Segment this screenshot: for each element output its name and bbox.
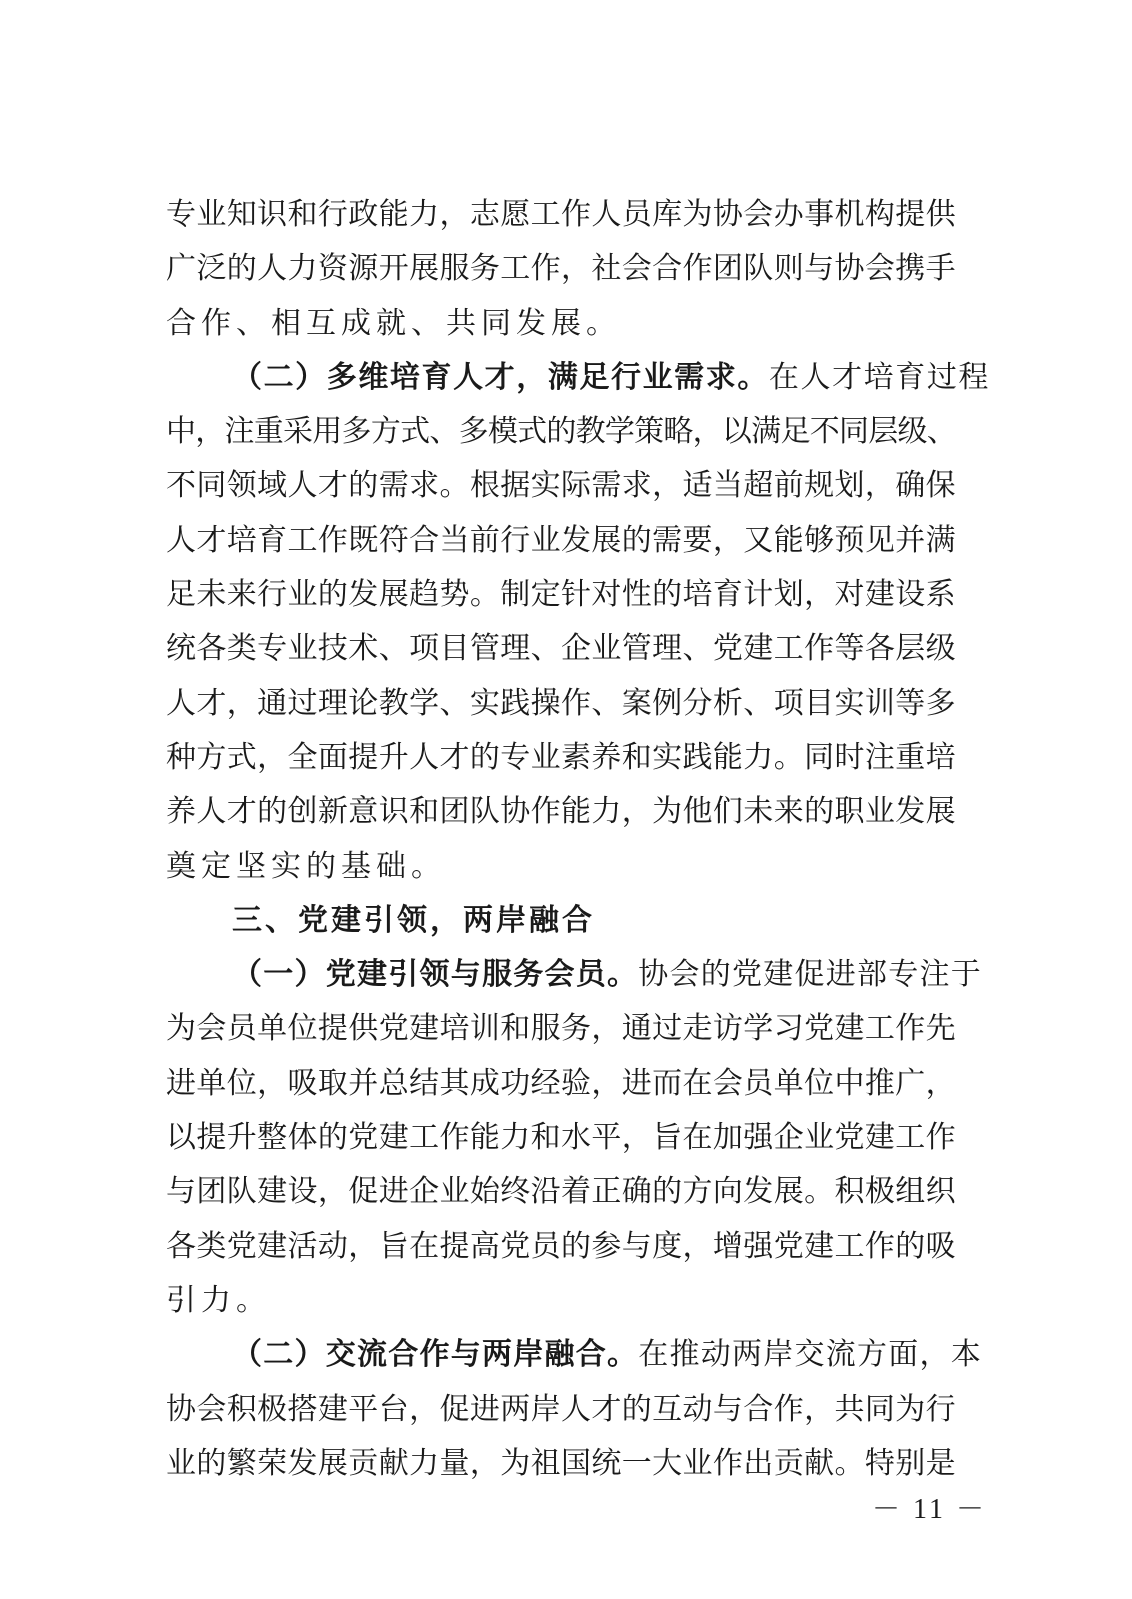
text-line: 为会员单位提供党建培训和服务，通过走访学习党建工作先: [166, 1011, 956, 1047]
text-line: 专业知识和行政能力，志愿工作人员库为协会办事机构提供: [166, 197, 956, 232]
page-number: － 11 －: [872, 1494, 987, 1525]
text-run: 在推动两岸交流方面，本: [638, 1337, 982, 1373]
paragraph-start: [166, 351, 991, 405]
text-run: 在人才培育过程: [768, 359, 991, 395]
text-line: 合作、相互成就、共同发展。: [166, 305, 621, 341]
section-heading: [166, 894, 956, 948]
paragraph-lead: （二）交流合作与两岸融合。: [232, 1337, 639, 1373]
text-line: 种方式，全面提升人才的专业素养和实践能力。同时注重培: [166, 739, 956, 775]
text-line: 以提升整体的党建工作能力和水平，旨在加强企业党建工作: [166, 1120, 956, 1156]
text-line: 养人才的创新意识和团队协作能力，为他们未来的职业发展: [166, 794, 956, 830]
text-line: 与团队建设，促进企业始终沿着正确的方向发展。积极组织: [166, 1174, 956, 1210]
text-line: 协会积极搭建平台，促进两岸人才的互动与合作，共同为行: [166, 1391, 956, 1427]
paragraph-start: [166, 1328, 982, 1382]
text-line: 各类党建活动，旨在提高党员的参与度，增强党建工作的吸: [166, 1228, 956, 1264]
section-heading-text: 三、党建引领，两岸融合: [232, 902, 595, 938]
text-line: 广泛的人力资源开展服务工作，社会合作团队则与协会携手: [166, 251, 956, 287]
paragraph-lead: （一）党建引领与服务会员。: [232, 957, 639, 993]
text-line: 中，注重采用多方式、多模式的教学策略，以满足不同层级、: [166, 414, 956, 450]
text-line: 统各类专业技术、项目管理、企业管理、党建工作等各层级: [166, 631, 956, 667]
text-line: 人才培育工作既符合当前行业发展的需要，又能够预见并满: [166, 522, 956, 558]
text-line: 不同领域人才的需求。根据实际需求，适当超前规划，确保: [166, 468, 956, 504]
text-line: 人才，通过理论教学、实践操作、案例分析、项目实训等多: [166, 685, 956, 721]
body-text: [166, 188, 991, 1491]
paragraph-lead: （二）多维培育人才，满足行业需求。: [232, 359, 769, 395]
text-line: 业的繁荣发展贡献力量，为祖国统一大业作出贡献。特别是: [166, 1445, 956, 1481]
text-line: 足未来行业的发展趋势。制定针对性的培育计划，对建设系: [166, 577, 956, 613]
text-line: 奠定坚实的基础。: [166, 848, 446, 884]
text-line: 进单位，吸取并总结其成功经验，进而在会员单位中推广，: [166, 1065, 956, 1101]
text-line: 引力。: [166, 1282, 271, 1318]
text-run: 协会的党建促进部专注于: [638, 957, 982, 993]
paragraph-start: [166, 948, 982, 1002]
